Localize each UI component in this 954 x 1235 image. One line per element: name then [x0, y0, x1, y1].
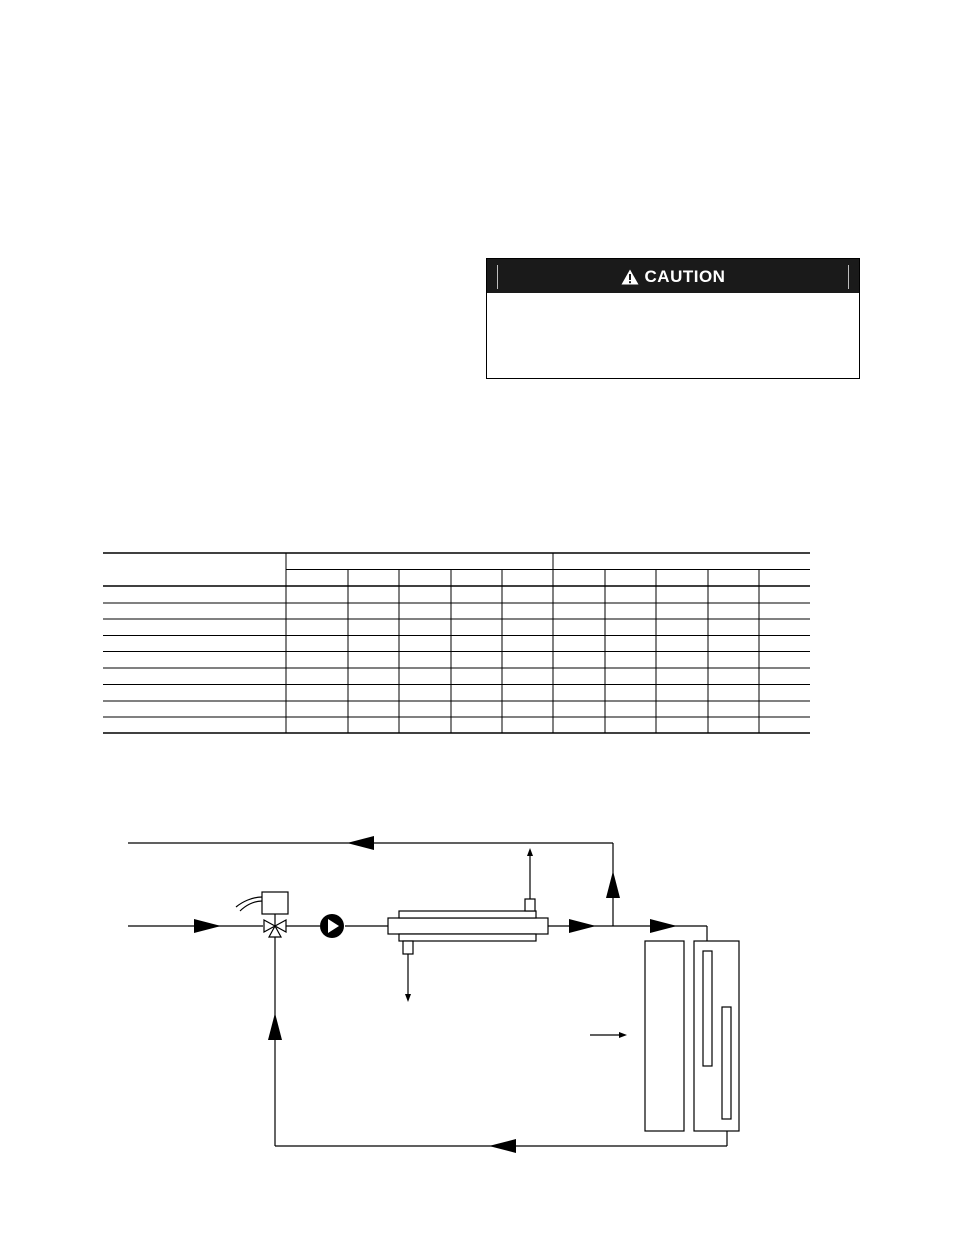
airflow-arrow-icon	[619, 1032, 627, 1038]
arrow-right-icon	[569, 919, 596, 933]
three-way-valve-icon	[264, 918, 286, 937]
coil-panel-left	[645, 941, 684, 1131]
arrow-left-icon	[347, 836, 374, 850]
coil-tube-upper	[703, 951, 712, 1066]
solenoid-valve-icon	[236, 892, 288, 918]
caution-label: CAUTION	[644, 267, 726, 286]
arrow-left-icon	[489, 1139, 516, 1153]
pump-icon	[320, 914, 344, 938]
arrow-up-icon	[606, 871, 620, 898]
coil-panel-right	[694, 941, 739, 1131]
heat-exchanger-icon	[388, 899, 548, 954]
arrow-up-icon	[268, 1013, 282, 1040]
arrow-right-icon	[194, 919, 221, 933]
arrow-right-icon	[650, 919, 677, 933]
flow-arrows	[194, 836, 677, 1153]
coil-panels	[645, 941, 739, 1131]
vent-arrow-icon	[527, 848, 533, 856]
drain-arrow-icon	[405, 994, 411, 1002]
coil-tube-lower	[722, 1007, 731, 1119]
